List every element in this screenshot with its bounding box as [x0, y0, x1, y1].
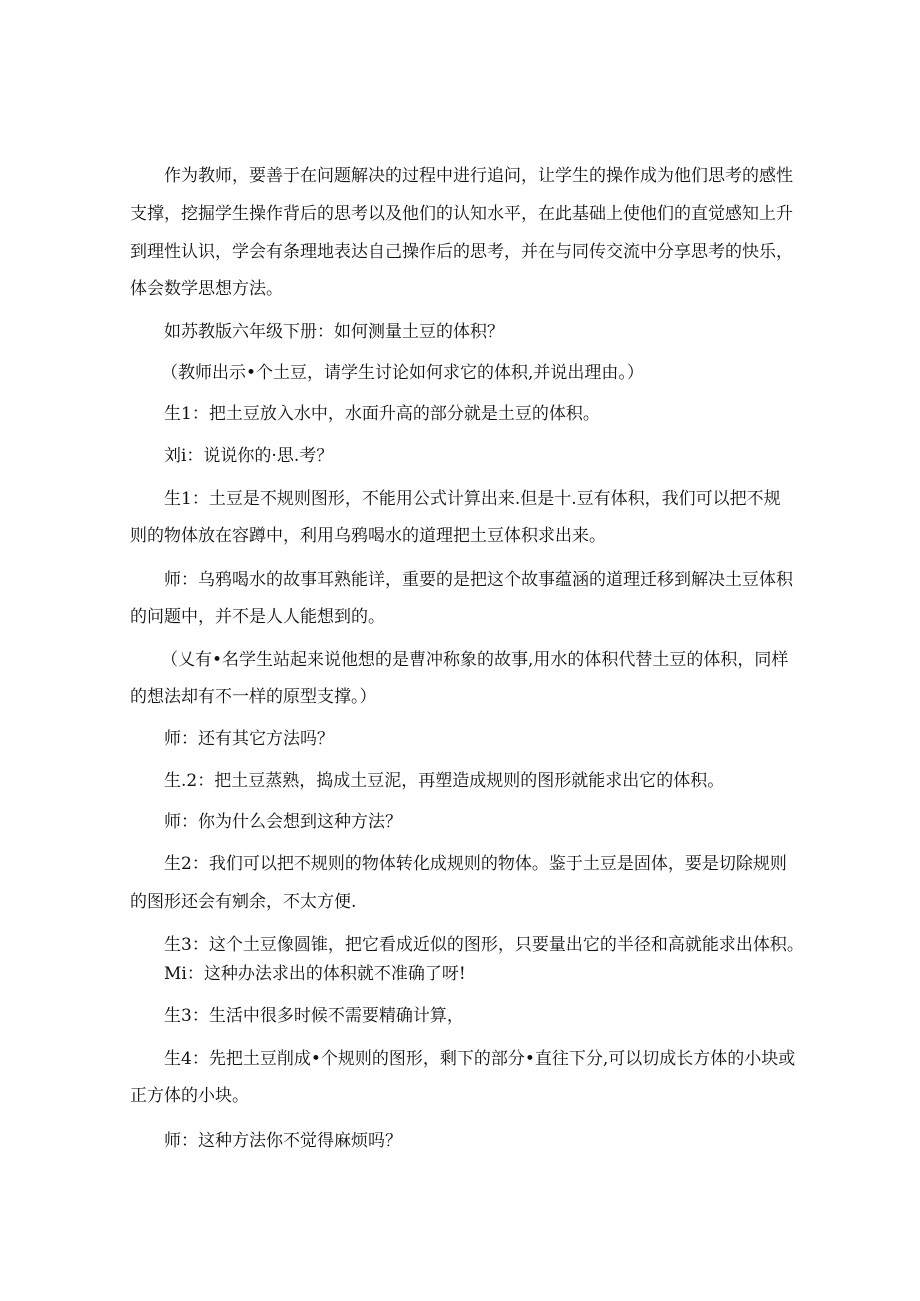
paragraph-8-line-2: 的想法却有不一样的原型支撑。） [130, 687, 377, 707]
paragraph-1-line-4: 体会数学思想方法。 [130, 279, 283, 299]
paragraph-7-line-1: 师：乌鸦喝水的故事耳熟能详，重要的是把这个故事蕴涵的道理迁移到解决土豆体积 [164, 570, 793, 590]
paragraph-12-line-2: 的图形还会有剜余，不太方便. [130, 892, 357, 912]
paragraph-8-line-1: （乂有•名学生站起来说他想的是曹冲称象的故事,用水的体积代替土豆的体积，同样 [161, 650, 789, 670]
paragraph-15-line-2: 正方体的小块。 [130, 1086, 249, 1106]
paragraph-13-line-2: Mi：这种办法求出的体积就不准确了呀! [164, 964, 466, 984]
paragraph-12-line-1: 生2：我们可以把不规则的物体转化成规则的物体。鉴于土豆是固体，要是切除规则 [164, 854, 787, 874]
paragraph-10-line-1: 生.2：把土豆蒸熟，捣成土豆泥，再塑造成规则的图形就能求出它的体积。 [164, 771, 725, 791]
paragraph-3-line-1: （教师出示•个土豆，请学生讨论如何求它的体积,并说出理由。） [161, 363, 644, 383]
paragraph-9-line-1: 师：还有其它方法吗？ [164, 729, 334, 749]
paragraph-4-line-1: 生1：把土豆放入水中，水面升高的部分就是土豆的体积。 [164, 404, 600, 424]
paragraph-7-line-2: 的问题中，并不是人人能想到的。 [130, 607, 385, 627]
paragraph-6-line-2: 则的物体放在容蹲中，利用乌鸦喝水的道理把土豆体积求出来。 [130, 526, 606, 546]
paragraph-2-line-1: 如苏教版六年级下册：如何测量土豆的体积？ [164, 322, 504, 342]
paragraph-1-line-1: 作为教师，要善于在问题解决的过程中进行追问，让学生的操作成为他们思考的感性 [164, 166, 793, 186]
paragraph-14-line-1: 生3：生活中很多时候不需要精确计算， [164, 1006, 464, 1026]
paragraph-5-line-1: 刘i：说说你的·思.考？ [164, 446, 334, 466]
paragraph-13-line-1: 生3：这个土豆像圆锥，把它看成近似的图形，只要量出它的半径和高就能求出体积。 [164, 935, 804, 955]
paragraph-11-line-1: 师：你为什么会想到这种方法？ [164, 812, 402, 832]
paragraph-16-line-1: 师：这种方法你不觉得麻烦吗？ [164, 1131, 402, 1151]
paragraph-1-line-3: 到理性认识，学会有条理地表达自己操作后的思考，并在与同传交流中分享思考的快乐， [130, 242, 793, 262]
paragraph-15-line-1: 生4：先把土豆削成•个规则的图形，剩下的部分•直往下分,可以切成长方体的小块或 [164, 1049, 796, 1069]
paragraph-6-line-1: 生1：土豆是不规则图形，不能用公式计算出来.但是十.豆有体积，我们可以把不规 [164, 489, 781, 509]
paragraph-1-line-2: 支撑，挖掘学生操作背后的思考以及他们的认知水平，在此基础上使他们的直觉感知上升 [130, 204, 793, 224]
